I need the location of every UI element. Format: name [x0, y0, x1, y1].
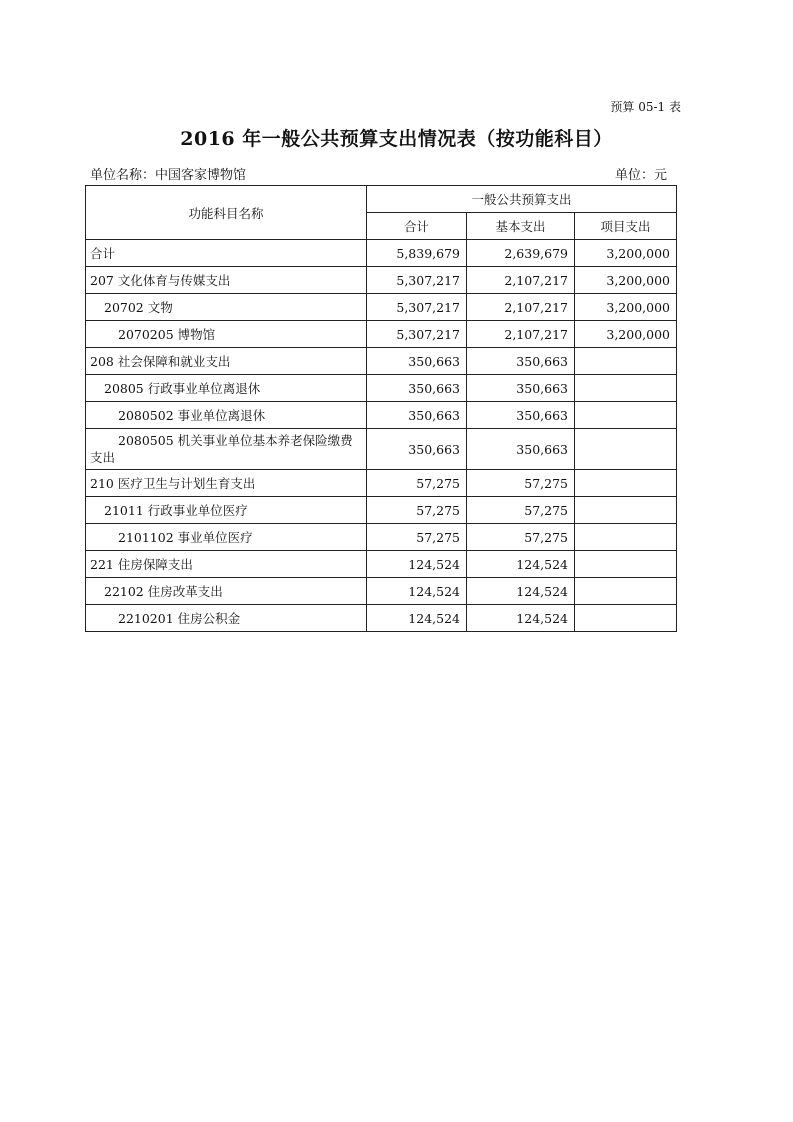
- budget-table: [85, 185, 677, 632]
- cell-function-name: 210 医疗卫生与计划生育支出: [86, 470, 367, 497]
- cell-function-name: 221 住房保障支出: [86, 551, 367, 578]
- header-function-name: 功能科目名称: [86, 186, 367, 240]
- header-basic: 基本支出: [467, 213, 575, 240]
- table-row: [86, 470, 677, 497]
- cell-project: 3,200,000: [575, 321, 677, 348]
- cell-function-name: 2101102 事业单位医疗: [86, 524, 367, 551]
- cell-total: 350,663: [367, 348, 467, 375]
- table-body: [86, 240, 677, 632]
- header-total: 合计: [367, 213, 467, 240]
- header-row-top: [86, 186, 677, 213]
- table-row: [86, 578, 677, 605]
- cell-basic: 2,107,217: [467, 321, 575, 348]
- cell-basic: 57,275: [467, 497, 575, 524]
- cell-basic: 2,639,679: [467, 240, 575, 267]
- cell-basic: 124,524: [467, 578, 575, 605]
- cell-total: 350,663: [367, 429, 467, 470]
- cell-project: [575, 578, 677, 605]
- cell-basic: 124,524: [467, 605, 575, 632]
- cell-total: 5,839,679: [367, 240, 467, 267]
- table-row: [86, 348, 677, 375]
- cell-project: [575, 524, 677, 551]
- cell-function-name: 21011 行政事业单位医疗: [86, 497, 367, 524]
- table-row: [86, 429, 677, 470]
- table-row: [86, 375, 677, 402]
- cell-total: 124,524: [367, 605, 467, 632]
- page-title: 2016 年一般公共预算支出情况表（按功能科目）: [180, 128, 613, 150]
- cell-total: 57,275: [367, 497, 467, 524]
- cell-function-name: 2070205 博物馆: [86, 321, 367, 348]
- table-row: [86, 267, 677, 294]
- cell-basic: 2,107,217: [467, 267, 575, 294]
- cell-function-name: 2080505 机关事业单位基本养老保险缴费支出: [86, 429, 367, 470]
- table-row: [86, 402, 677, 429]
- cell-total: 350,663: [367, 375, 467, 402]
- cell-project: [575, 402, 677, 429]
- cell-total: 350,663: [367, 402, 467, 429]
- cell-function-name: 20805 行政事业单位离退休: [86, 375, 367, 402]
- table-row: [86, 294, 677, 321]
- cell-project: 3,200,000: [575, 240, 677, 267]
- cell-total: 5,307,217: [367, 267, 467, 294]
- table-row: [86, 240, 677, 267]
- table-row: [86, 497, 677, 524]
- cell-function-name: 208 社会保障和就业支出: [86, 348, 367, 375]
- header-project: 项目支出: [575, 213, 677, 240]
- table-row: [86, 551, 677, 578]
- cell-function-name: 22102 住房改革支出: [86, 578, 367, 605]
- cell-total: 5,307,217: [367, 321, 467, 348]
- cell-basic: 57,275: [467, 524, 575, 551]
- cell-total: 57,275: [367, 524, 467, 551]
- cell-function-name: 20702 文物: [86, 294, 367, 321]
- cell-project: [575, 497, 677, 524]
- cell-total: 124,524: [367, 578, 467, 605]
- cell-project: [575, 470, 677, 497]
- cell-total: 57,275: [367, 470, 467, 497]
- cell-project: [575, 375, 677, 402]
- cell-basic: 57,275: [467, 470, 575, 497]
- table-row: [86, 524, 677, 551]
- form-number: 预算 05-1 表: [610, 100, 681, 114]
- cell-total: 124,524: [367, 551, 467, 578]
- header-group-general-budget: 一般公共预算支出: [367, 186, 677, 213]
- cell-project: [575, 605, 677, 632]
- cell-function-name: 合计: [86, 240, 367, 267]
- cell-basic: 350,663: [467, 375, 575, 402]
- table-row: [86, 605, 677, 632]
- currency-unit: 单位：元: [614, 168, 667, 183]
- cell-function-name: 2080502 事业单位离退休: [86, 402, 367, 429]
- cell-project: 3,200,000: [575, 294, 677, 321]
- cell-function-name: 207 文化体育与传媒支出: [86, 267, 367, 294]
- cell-project: [575, 348, 677, 375]
- cell-basic: 2,107,217: [467, 294, 575, 321]
- cell-basic: 350,663: [467, 348, 575, 375]
- cell-basic: 350,663: [467, 429, 575, 470]
- cell-project: [575, 429, 677, 470]
- cell-function-name: 2210201 住房公积金: [86, 605, 367, 632]
- cell-total: 5,307,217: [367, 294, 467, 321]
- cell-project: [575, 551, 677, 578]
- cell-basic: 124,524: [467, 551, 575, 578]
- cell-basic: 350,663: [467, 402, 575, 429]
- cell-project: 3,200,000: [575, 267, 677, 294]
- unit-name: 单位名称：中国客家博物馆: [90, 168, 247, 183]
- table-row: [86, 321, 677, 348]
